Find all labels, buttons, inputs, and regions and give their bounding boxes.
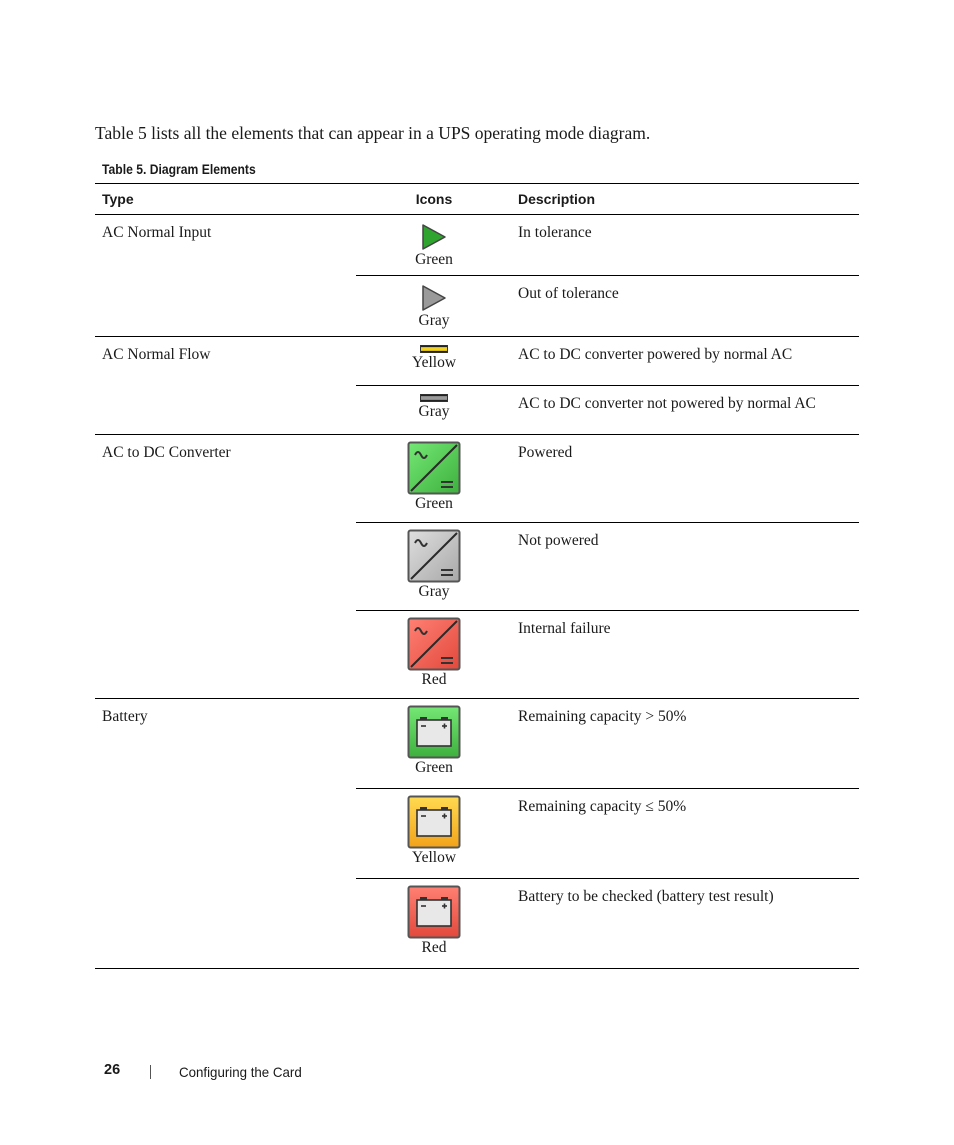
battery-icon: [407, 705, 461, 759]
icon-color-label: Red: [421, 939, 447, 956]
icon-color-label: Green: [415, 251, 453, 268]
type-cell: AC Normal Flow: [95, 337, 356, 435]
converter-icon: [407, 529, 461, 583]
triangle-icon: [420, 284, 448, 312]
type-cell: Battery: [95, 699, 356, 969]
footer-divider: [150, 1065, 151, 1079]
icon-cell: [356, 611, 512, 699]
type-cell: AC to DC Converter: [95, 435, 356, 699]
type-cell: AC Normal Input: [95, 215, 356, 337]
icon-color-label: Gray: [418, 583, 450, 600]
icon-cell: [356, 789, 512, 879]
table-caption: Table 5. Diagram Elements: [102, 162, 256, 177]
icon-color-label: Gray: [418, 312, 450, 329]
description-cell: In tolerance: [512, 215, 859, 276]
icon-cell: [356, 879, 512, 969]
icon-color-label: Green: [415, 495, 453, 512]
icon-color-label: Gray: [418, 403, 450, 420]
description-cell: Battery to be checked (battery test result): [512, 879, 859, 969]
triangle-icon: [420, 223, 448, 251]
icon-cell: [356, 276, 512, 337]
table-row: [95, 337, 859, 386]
battery-icon: [407, 885, 461, 939]
description-cell: Powered: [512, 435, 859, 523]
icon-color-label: Yellow: [411, 849, 457, 866]
description-cell: Remaining capacity ≤ 50%: [512, 789, 859, 879]
diagram-elements-table: [95, 183, 859, 969]
icon-cell: [356, 523, 512, 611]
page-number: 26: [104, 1062, 121, 1078]
description-cell: Not powered: [512, 523, 859, 611]
header-description: Description: [512, 184, 859, 215]
converter-icon: [407, 441, 461, 495]
description-cell: AC to DC converter powered by normal AC: [512, 337, 859, 386]
icon-color-label: Yellow: [411, 354, 457, 371]
table-header-row: [95, 184, 859, 215]
table-row: [95, 435, 859, 523]
description-cell: Out of tolerance: [512, 276, 859, 337]
icon-color-label: Red: [421, 671, 447, 688]
icon-cell: [356, 386, 512, 435]
icon-cell: [356, 337, 512, 386]
description-cell: AC to DC converter not powered by normal AC: [512, 386, 859, 435]
icon-cell: [356, 699, 512, 789]
icon-cell: [356, 435, 512, 523]
icon-cell: [356, 215, 512, 276]
footer-section-title: Configuring the Card: [179, 1064, 302, 1080]
header-icons: Icons: [356, 184, 512, 215]
battery-icon: [407, 795, 461, 849]
table-row: [95, 699, 859, 789]
flow-line-icon: [420, 393, 448, 403]
description-cell: Internal failure: [512, 611, 859, 699]
header-type: Type: [95, 184, 356, 215]
table-row: [95, 215, 859, 276]
converter-icon: [407, 617, 461, 671]
intro-text: Table 5 lists all the elements that can appear in a UPS operating mode diagram.: [95, 123, 651, 143]
icon-color-label: Green: [415, 759, 453, 776]
flow-line-icon: [420, 344, 448, 354]
description-cell: Remaining capacity > 50%: [512, 699, 859, 789]
